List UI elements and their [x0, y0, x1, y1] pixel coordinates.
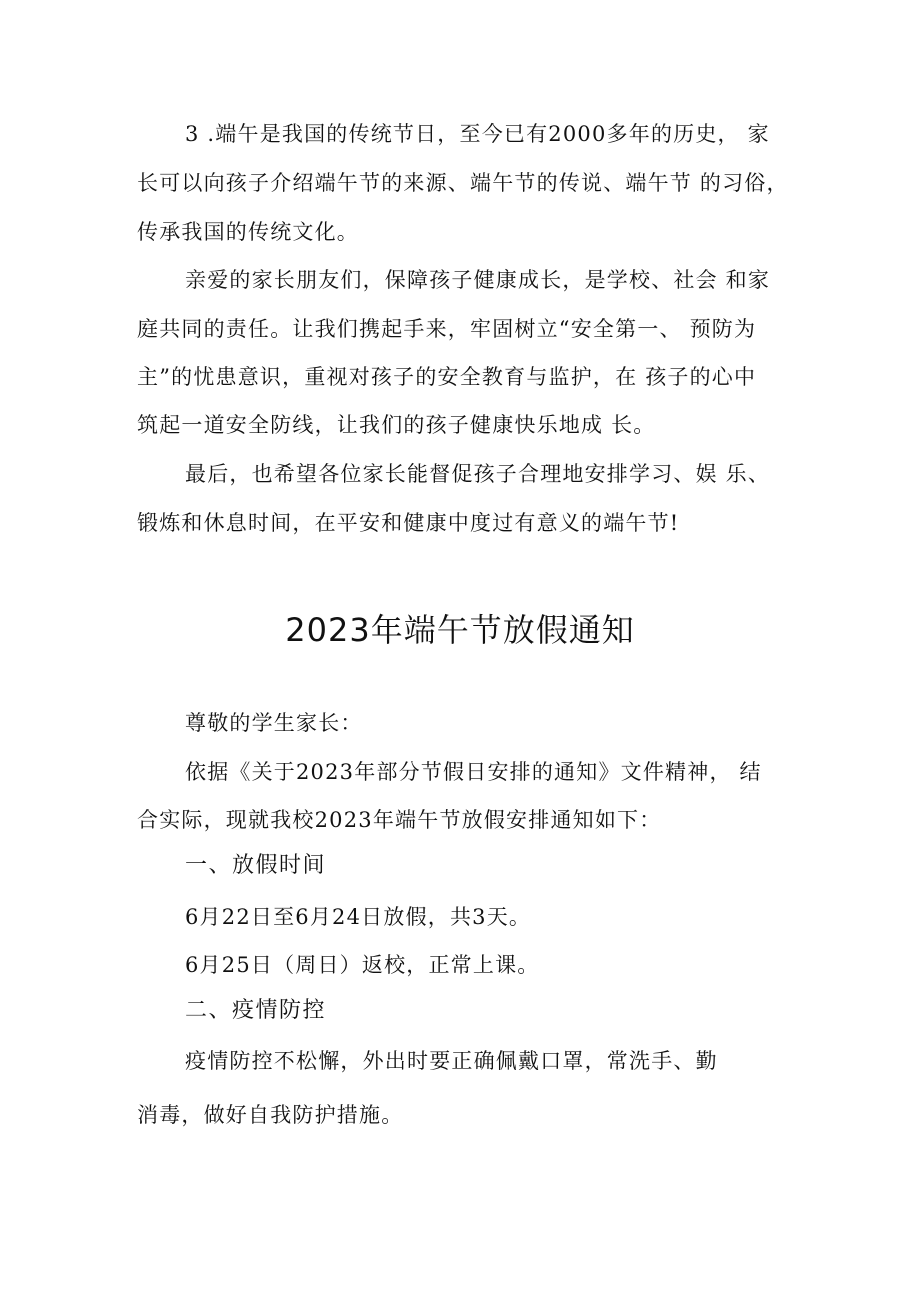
- para1-line-3: 传承我国的传统文化。: [137, 220, 359, 244]
- para3-line-2: 锻炼和休息时间，在平安和健康中度过有意义的端午节!: [137, 511, 680, 535]
- notice-intro-line-2: 合实际，现就我校2023年端午节放假安排通知如下：: [137, 808, 662, 832]
- para2-line-2: 庭共同的责任。让我们携起手来，牢固树立“安全第一、 预防为: [137, 317, 757, 341]
- para2-line-3: 主”的忧患意识，重视对孩子的安全教育与监护，在 孩子的心中: [137, 365, 757, 389]
- notice-title: 2023年端午节放假通知: [285, 611, 635, 649]
- para3-line-1: 最后，也希望各位家长能督促孩子合理地安排学习、娱 乐、: [185, 462, 771, 486]
- prevention-line-1: 疫情防控不松懈，外出时要正确佩戴口罩，常洗手、勤: [185, 1049, 718, 1073]
- holiday-time-line-2: 6月25日（周日）返校，正常上课。: [185, 953, 540, 977]
- holiday-time-line-1: 6月22日至6月24日放假，共3天。: [185, 905, 532, 929]
- notice-greeting: 尊敬的学生家长：: [185, 711, 363, 735]
- prevention-line-2: 消毒，做好自我防护措施。: [137, 1103, 404, 1127]
- para2-line-4: 筑起一道安全防线，让我们的孩子健康快乐地成 长。: [137, 413, 656, 437]
- notice-intro-line-1: 依据《关于2023年部分节假日安排的通知》文件精神， 结: [185, 760, 762, 784]
- section-heading-holiday-time: 一、放假时间: [185, 853, 327, 878]
- para2-line-1: 亲爱的家长朋友们，保障孩子健康成长，是学校、社会 和家: [185, 268, 771, 292]
- para1-line-2: 长可以向孩子介绍端午节的来源、端午节的传说、端午节 的习俗，: [137, 171, 789, 195]
- section-heading-epidemic-prevention: 二、疫情防控: [185, 998, 327, 1023]
- para1-line-1: 3 .端午是我国的传统节日，至今已有2000多年的历史， 家: [185, 122, 770, 146]
